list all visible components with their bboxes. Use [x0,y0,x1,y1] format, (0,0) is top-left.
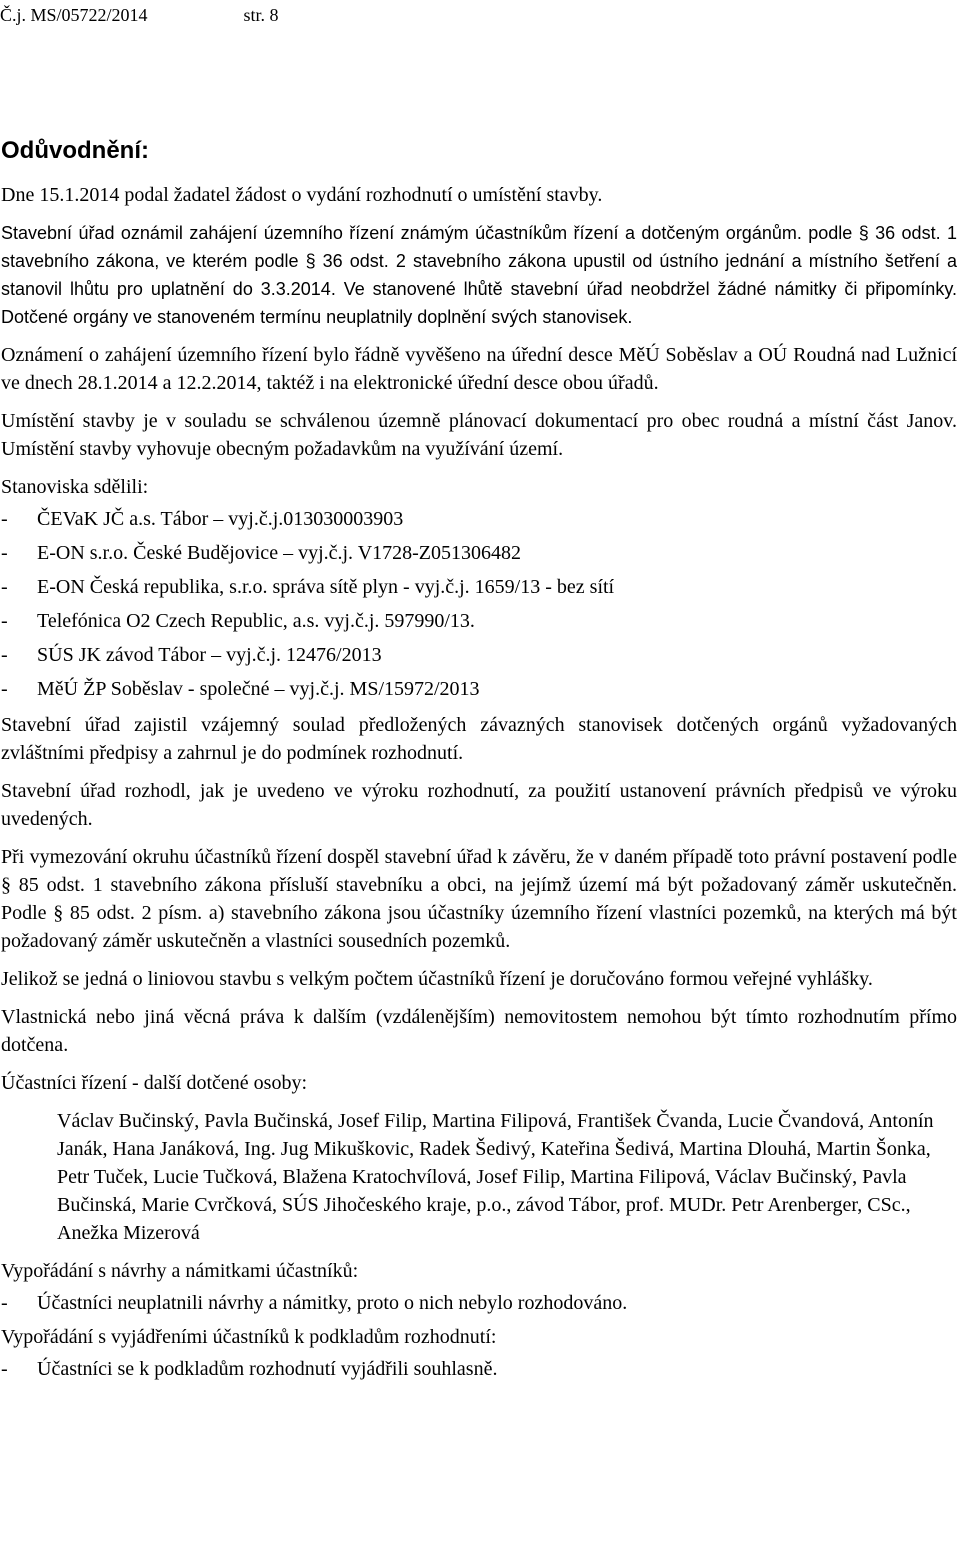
dash-marker: - [1,542,8,564]
other-persons-heading: Účastníci řízení - další dotčené osoby: [1,1072,308,1094]
dash-marker: - [1,678,8,700]
rights-paragraph: Vlastnická nebo jiná věcná práva k dalším (vzdálenějším) nemovitostem nemohou být tímto rozhodnutím přímo dotčena. [1,1006,957,1056]
dash-marker: - [1,1292,8,1314]
document-body [1,181,957,1389]
list-item: - SÚS JK závod Tábor – vyj.č.j. 12476/2013 [1,641,957,669]
harmony-paragraph: Stavební úřad zajistil vzájemný soulad předložených závazných stanovisek dotčených orgánů vyžadovaných zvláštními předpisy a zahrnul je do podmínek rozhodnutí. [1,714,957,764]
opinions-list [1,505,957,703]
list-item: - ČEVaK JČ a.s. Tábor – vyj.č.j.013030003903 [1,505,957,533]
notice-tail-text: Dotčené orgány ve stanoveném termínu neuplatnily doplnění svých stanovisek. [1,307,633,327]
opinions-heading: Stanoviska sdělili: [1,476,149,498]
posted-paragraph: Oznámení o zahájení územního řízení bylo řádně vyvěšeno na úřední desce MěÚ Soběslav a OÚ Roudná nad Lužnicí ve dnech 28.1.2014 a 12.2.2014, taktéž i na elektronické úřední desce obou úřadů. [1,344,957,394]
list-item: - MěÚ ŽP Soběslav - společné – vyj.č.j. MS/15972/2013 [1,675,957,703]
proposals-heading: Vypořádání s návrhy a námitkami účastníků: [1,1260,359,1282]
plan-paragraph: Umístění stavby je v souladu se schválenou územně plánovací dokumentací pro obec roudná a místní část Janov. Umístění stavby vyhovuje obecným požadavkům na využívání území. [1,410,957,460]
statements-list [1,1355,957,1383]
intro-paragraph: Dne 15.1.2014 podal žadatel žádost o vydání rozhodnutí o umístění stavby. [1,184,603,206]
decided-paragraph: Stavební úřad rozhodl, jak je uvedeno ve výroku rozhodnutí, za použití ustanovení právních předpisů ve výroku uvedených. [1,780,957,830]
dash-marker: - [1,644,8,666]
list-item: - Účastníci se k podkladům rozhodnutí vyjádřili souhlasně. [1,1355,957,1383]
list-item: - E-ON s.r.o. České Budějovice – vyj.č.j. V1728-Z051306482 [1,539,957,567]
list-item: - E-ON Česká republika, s.r.o. správa sítě plyn - vyj.č.j. 1659/13 - bez sítí [1,573,957,601]
proposals-list [1,1289,957,1317]
dash-marker: - [1,576,8,598]
case-number: Č.j. MS/05722/2014 [0,5,148,25]
list-item: - Účastníci neuplatnili návrhy a námitky, proto o nich nebylo rozhodováno. [1,1289,957,1317]
linear-paragraph: Jelikož se jedná o liniovou stavbu s velkým počtem účastníků řízení je doručováno formou veřejné vyhlášky. [1,968,873,990]
notice-text: Stavební úřad oznámil zahájení územního řízení známým účastníkům řízení a dotčeným orgánům. podle § 36 odst. 1 stavebního zákona, ve kterém podle § 36 odst. 2 stavebního zákona upustil od ústního jednání a místního šetření a stanovil lhůtu pro uplatnění do 3.3.2014. Ve stanovené lhůtě stavební úřad neobdržel žádné námitky či připomínky. [1,223,957,299]
dash-marker: - [1,610,8,632]
dash-marker: - [1,508,8,530]
page-number: str. 8 [243,5,279,25]
other-persons-list: Václav Bučinský, Pavla Bučinská, Josef Filip, Martina Filipová, František Čvanda, Lucie Čvandová, Antonín Janák, Hana Janáková, Ing. Jug Mikuškovic, Radek Šedivý, Kateřina Šedivá, Martina Dlouhá, Martin Šonka, Petr Tuček, Lucie Tučková, Blažena Kratochvílová, Josef Filip, Martina Filipová, Václav Bučinský, Pavla Bučinská, Marie Cvrčková, SÚS Jihočeského kraje, p.o., závod Tábor, prof. MUDr. Petr Arenberger, CSc., Anežka Mizerová [57,1110,934,1244]
statements-heading: Vypořádání s vyjádřeními účastníků k podkladům rozhodnutí: [1,1326,497,1348]
participants-range-paragraph: Při vymezování okruhu účastníků řízení dospěl stavební úřad k závěru, že v daném případě toto právní postavení podle § 85 odst. 1 stavebního zákona přísluší stavebníku a obci, na jejímž území má být požadovaný záměr uskutečněn. Podle § 85 odst. 2 písm. a) stavebního zákona jsou účastníky územního řízení vlastníci pozemků, na kterých má být požadovaný záměr uskutečněn a vlastníci sousedních pozemků. [1,846,957,952]
dash-marker: - [1,1358,8,1380]
list-item: - Telefónica O2 Czech Republic, a.s. vyj.č.j. 597990/13. [1,607,957,635]
notice-paragraph [1,219,957,331]
page-header [0,4,279,26]
section-title: Odůvodnění: [1,137,149,164]
